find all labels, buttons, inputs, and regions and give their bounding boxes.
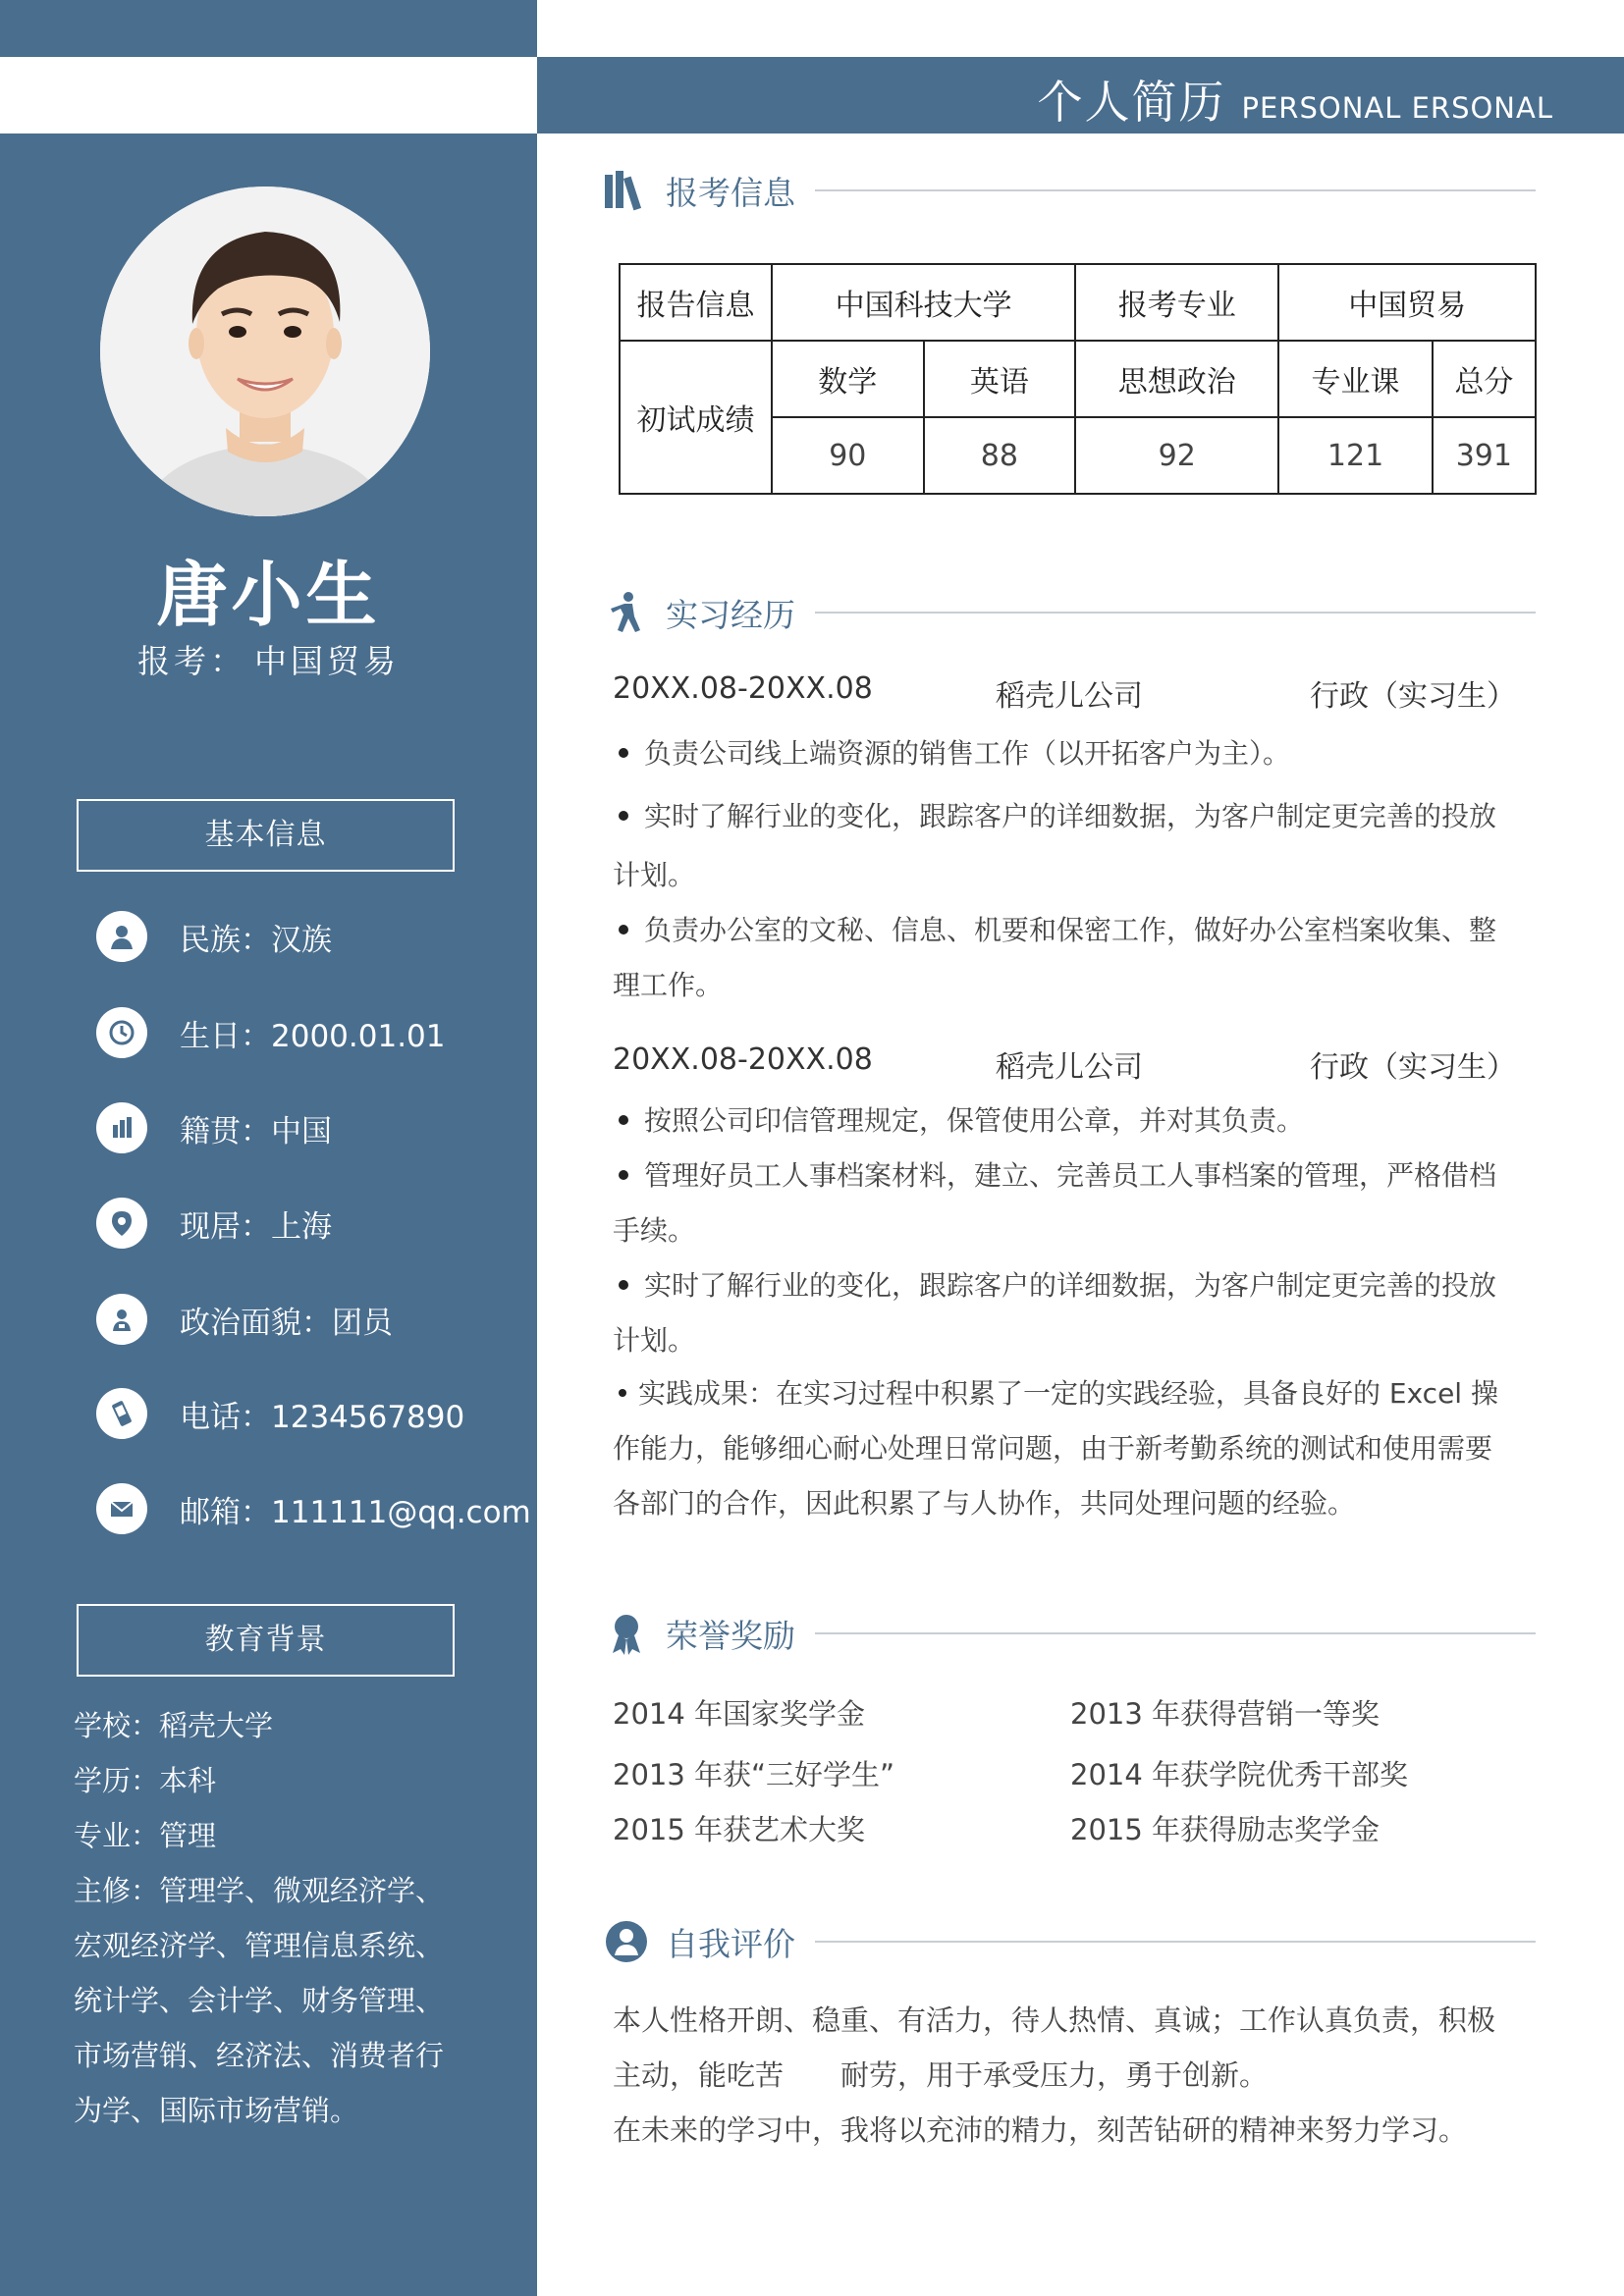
header-band (537, 57, 1624, 133)
info-text: 民族：汉族 (180, 922, 332, 958)
info-text: 邮箱：111111@qq.com (180, 1494, 531, 1530)
table-cell: 90 (772, 417, 924, 494)
table-cell: 391 (1433, 417, 1536, 494)
job-header (613, 671, 1516, 719)
bullet-dot (619, 1389, 626, 1397)
bullet-dot (619, 748, 628, 758)
exam-table (619, 263, 1537, 495)
job-date: 20XX.08-20XX.08 (613, 1042, 873, 1077)
person-icon (96, 911, 147, 962)
phone-icon (96, 1388, 147, 1439)
section-divider (815, 189, 1536, 191)
table-cell: 总分 (1433, 341, 1536, 417)
section-title: 实习经历 (666, 595, 795, 634)
info-row-residence (96, 1196, 332, 1251)
building-icon (96, 1102, 147, 1153)
edu-line: 主修：管理学、微观经济学、 (74, 1874, 445, 1907)
bullet-dot (619, 1170, 628, 1180)
table-cell: 报告信息 (620, 264, 772, 341)
job-company: 稻壳儿公司 (996, 1050, 1143, 1085)
bullet-dot (619, 1280, 628, 1290)
books-icon (605, 169, 648, 212)
badge-person-icon (96, 1294, 147, 1345)
section-divider (815, 612, 1536, 614)
target-value: 中国贸易 (254, 642, 400, 680)
award-item: 2014 年获学院优秀干部奖 (1070, 1758, 1409, 1791)
edu-line: 统计学、会计学、财务管理、 (74, 1984, 445, 2017)
location-pin-icon (96, 1198, 147, 1249)
bullet-dot (619, 811, 628, 821)
info-row-hometown (96, 1100, 332, 1155)
edu-line: 宏观经济学、管理信息系统、 (74, 1929, 445, 1962)
resume-title-cn: 个人简历 (1037, 76, 1226, 129)
table-row (620, 341, 1536, 417)
award-item: 2015 年获艺术大奖 (613, 1813, 866, 1846)
table-cell: 初试成绩 (620, 341, 772, 494)
job-role: 行政（实习生） (1310, 679, 1516, 714)
info-row-ethnicity (96, 909, 332, 964)
job-bullet: 按照公司印信管理规定，保管使用公章，并对其负责。 (613, 1094, 1516, 1148)
table-cell: 121 (1278, 417, 1432, 494)
award-item: 2013 年获得营销一等奖 (1070, 1697, 1380, 1731)
self-eval-line: 在未来的学习中，我将以充沛的精力，刻苦钻研的精神来努力学习。 (613, 2113, 1468, 2147)
edu-line: 学历：本科 (74, 1764, 217, 1797)
clock-icon (96, 1007, 147, 1058)
target-label: 报考： (137, 642, 246, 680)
resume-title (1038, 67, 1554, 132)
info-row-phone (96, 1386, 464, 1441)
self-eval-line: 本人性格开朗、稳重、有活力，待人热情、真诚；工作认真负责，积极 (613, 2003, 1496, 2037)
section-title: 自我评价 (666, 1924, 795, 1963)
section-divider (815, 1941, 1536, 1943)
bullet-dot (619, 1115, 628, 1125)
edu-line: 学校：稻壳大学 (74, 1709, 274, 1742)
info-text: 生日：2000.01.01 (180, 1018, 446, 1054)
section-divider (815, 1632, 1536, 1634)
sidebar-notch (0, 57, 537, 133)
job-bullet: 实时了解行业的变化，跟踪客户的详细数据，为客户制定更完善的投放计划。 (613, 1269, 1497, 1357)
info-text: 电话：1234567890 (180, 1399, 465, 1435)
table-cell: 数学 (772, 341, 924, 417)
info-text: 籍贯：中国 (180, 1113, 332, 1149)
education-title: 教育背景 (77, 1604, 455, 1677)
resume-title-en: PERSONAL ERSONAL (1241, 91, 1553, 125)
section-awards-header (605, 1606, 1536, 1661)
info-text: 现居：上海 (180, 1208, 332, 1245)
award-item: 2014 年国家奖学金 (613, 1697, 866, 1731)
section-title: 报考信息 (666, 173, 795, 212)
table-cell: 88 (924, 417, 1076, 494)
award-item: 2015 年获得励志奖学金 (1070, 1813, 1380, 1846)
section-self-eval-header (605, 1914, 1536, 1969)
job-bullet: 实践成果：在实习过程中积累了一定的实践经验，具备良好的 Excel 操作能力，能够细心耐心处理日常问题，由于新考勤系统的测试和使用需要各部门的合作，因此积累了与人协作，共同处理问题的经验。 (613, 1377, 1498, 1520)
table-cell: 92 (1075, 417, 1278, 494)
edu-line: 专业：管理 (74, 1819, 217, 1852)
table-row (620, 264, 1536, 341)
job-role: 行政（实习生） (1310, 1050, 1516, 1085)
edu-line: 市场营销、经济法、消费者行 (74, 2039, 445, 2072)
job-bullet: 实时了解行业的变化，跟踪客户的详细数据，为客户制定更完善的投放计划。 (613, 800, 1497, 891)
info-row-political (96, 1292, 393, 1347)
info-row-email (96, 1481, 531, 1536)
job-date: 20XX.08-20XX.08 (613, 671, 873, 706)
job-header (613, 1042, 1516, 1090)
medal-icon (605, 1612, 648, 1655)
profile-name: 唐小生 (156, 554, 381, 636)
edu-line: 为学、国际市场营销。 (74, 2094, 359, 2127)
section-internship-header (605, 585, 1536, 640)
target-major (0, 636, 537, 682)
table-cell: 英语 (924, 341, 1076, 417)
basic-info-title: 基本信息 (77, 799, 455, 872)
job-bullet: 管理好员工人事档案材料，建立、完善员工人事档案的管理，严格借档手续。 (613, 1159, 1497, 1247)
job-company: 稻壳儿公司 (996, 679, 1143, 714)
table-cell: 报考专业 (1075, 264, 1278, 341)
table-cell: 中国贸易 (1278, 264, 1536, 341)
walking-person-icon (605, 591, 648, 634)
table-cell: 思想政治 (1075, 341, 1278, 417)
table-cell: 中国科技大学 (772, 264, 1075, 341)
table-cell: 专业课 (1278, 341, 1432, 417)
mail-icon (96, 1483, 147, 1534)
info-text: 政治面貌：团员 (180, 1305, 393, 1341)
self-eval-line: 主动，能吃苦 耐劳，用于承受压力，勇于创新。 (613, 2058, 1269, 2092)
user-circle-icon (605, 1920, 648, 1963)
section-title: 荣誉奖励 (666, 1616, 795, 1655)
bullet-dot (619, 925, 628, 934)
award-item: 2013 年获“三好学生” (613, 1758, 895, 1791)
avatar (100, 187, 430, 516)
job-bullet: 负责公司线上端资源的销售工作（以开拓客户为主）。 (613, 726, 1516, 781)
info-row-birthday (96, 1005, 446, 1060)
job-bullet: 负责办公室的文秘、信息、机要和保密工作，做好办公室档案收集、整理工作。 (613, 914, 1497, 1001)
section-exam-header (605, 163, 1536, 218)
avatar-portrait (100, 187, 430, 516)
